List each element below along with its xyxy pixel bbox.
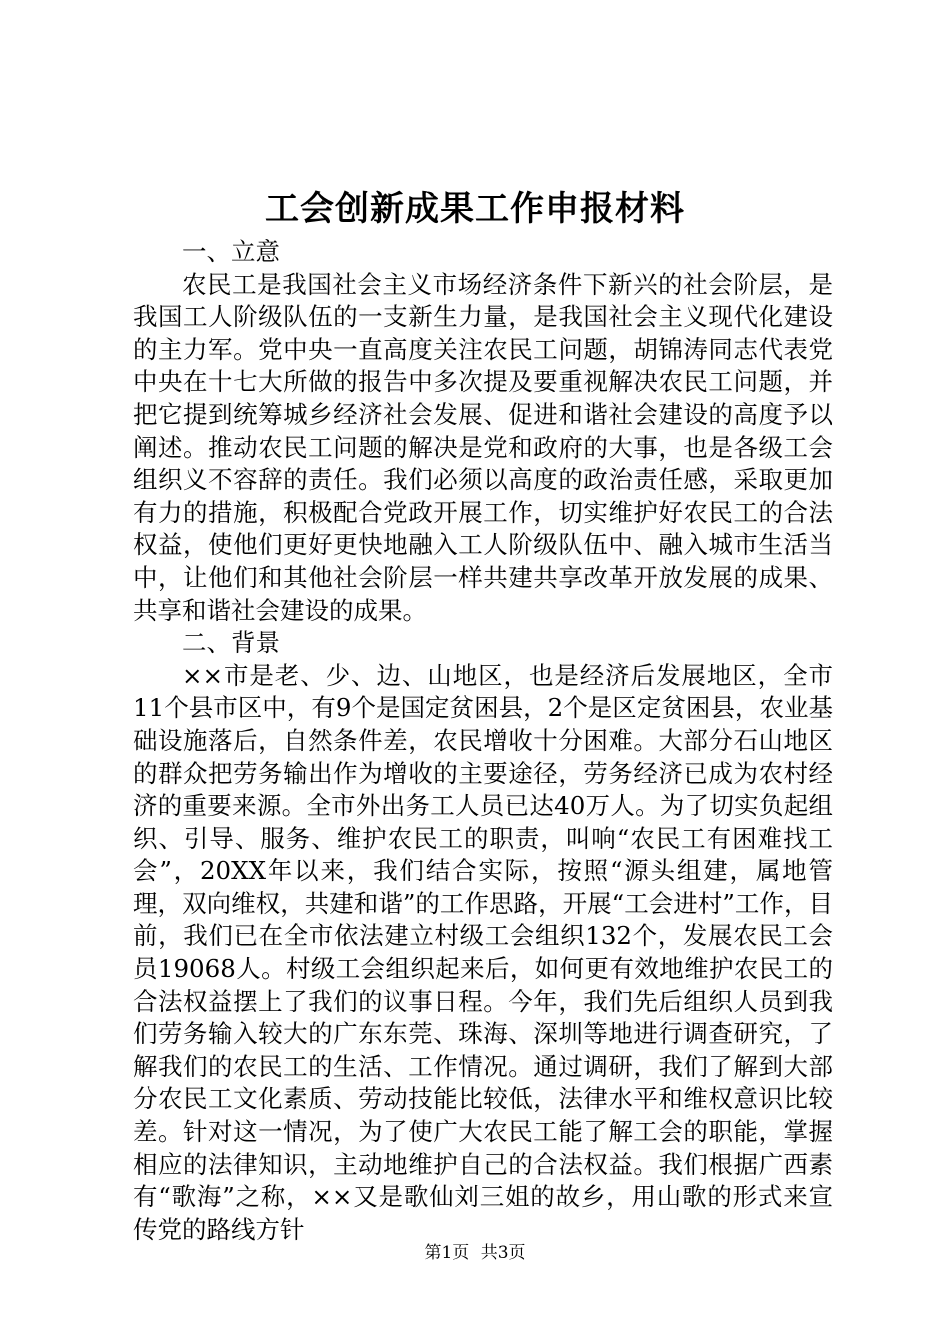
page-total: 共3页 — [480, 1243, 526, 1263]
section-heading-background: 二、背景 — [182, 628, 280, 658]
page-footer — [0, 1242, 950, 1264]
page-number: 第1页 — [424, 1243, 470, 1263]
section-paragraph-background: ××市是老、少、边、山地区，也是经济后发展地区，全市11个县市区中，有9个是国定贫困县，2个是区定贫困县，农业基础设施落后，自然条件差，农民增收十分困难。大部分石山地区的群众把劳务输出作为增收的主要途径，劳务经济已成为农村经济的重要来源。全市外出务工人员已达40万人。为了切实负起组织、引导、服务、维护农民工的职责，叫响“农民工有困难找工会”，20XX年以来，我们结合实际，按照“源头组建，属地管理，双向维权，共建和谐”的工作思路，开展“工会进村”工作，目前，我们已在全市依法建立村级工会组织132个，发展农民工会员19068人。村级工会组织起来后，如何更有效地维护农民工的合法权益摆上了我们的议事日程。今年，我们先后组织人员到我们劳务输入较大的广东东莞、珠海、深圳等地进行调查研究，了解我们的农民工的生活、工作情况。通过调研，我们了解到大部分农民工文化素质、劳动技能比较低，法律水平和维权意识比较差。针对这一情况，为了使广大农民工能了解工会的职能，掌握相应的法律知识，主动地维护自己的合法权益。我们根据广西素有“歌海”之称，××又是歌仙刘三姐的故乡，用山歌的形式来宣传党的路线方针 — [133, 660, 833, 1244]
section-heading-purpose: 一、立意 — [182, 237, 280, 266]
section-paragraph-purpose: 农民工是我国社会主义市场经济条件下新兴的社会阶层，是我国工人阶级队伍的一支新生力量，是我国社会主义现代化建设的主力军。党中央一直高度关注农民工问题，胡锦涛同志代表党中央在十七大所做的报告中多次提及要重视解决农民工问题，并把它提到统筹城乡经济社会发展、促进和谐社会建设的高度予以阐述。推动农民工问题的解决是党和政府的大事，也是各级工会组织义不容辞的责任。我们必须以高度的政治责任感，采取更加有力的措施，积极配合党政开展工作，切实维护好农民工的合法权益，使他们更好更快地融入工人阶级队伍中、融入城市生活当中，让他们和其他社会阶层一样共建共享改革开放发展的成果、共享和谐社会建设的成果。 — [133, 269, 833, 625]
document-body — [133, 236, 833, 1246]
document-title: 工会创新成果工作申报材料 — [265, 189, 685, 229]
